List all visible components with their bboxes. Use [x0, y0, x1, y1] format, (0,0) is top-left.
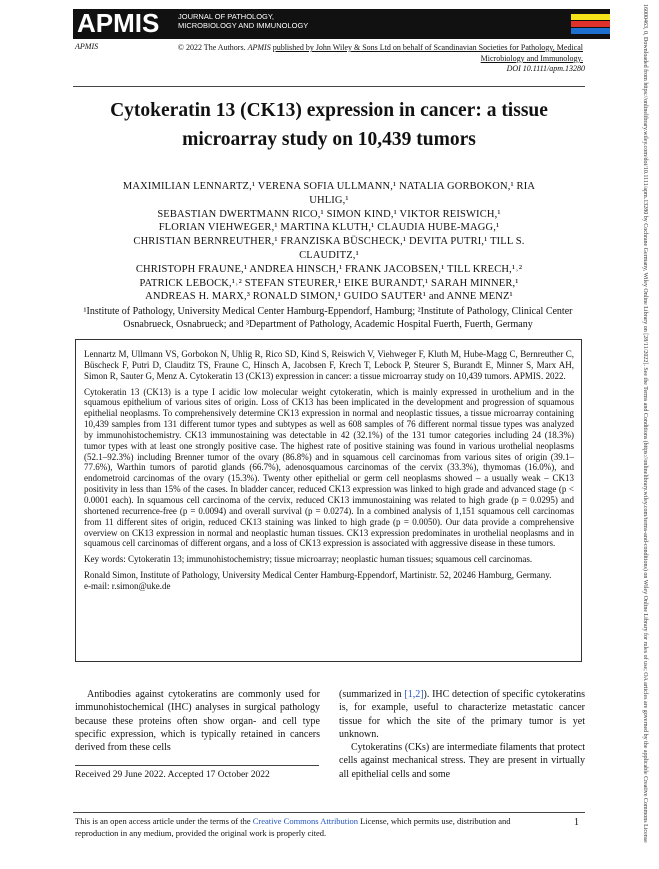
nordic-flag-icon — [567, 9, 610, 39]
body-text: ). IHC detection of specific cytokeratins is, for example, useful to characterize metastatic cancer tissue for which the site of the primary tumor is yet unknown. — [339, 689, 586, 740]
correspondence-email[interactable]: e-mail: r.simon@uke.de — [84, 580, 171, 591]
abstract-body: Cytokeratin 13 (CK13) is a type I acidic low molecular weight cytokeratin, which is mainly expressed in urothelium and in the squamous epithelium of various sites of origin. Loss of CK13 has been implicated in the development and progression of squamous epithelial neoplasms. To comprehensively determine CK13 expression in normal and neoplastic tissues, a tissue microarray containing 10,439 samples from 131 different tumor types and subtypes as well as 608 samples of 76 different normal tissue types was analyzed by immunohistochemistry. CK13 immunostaining was detectable in 42 (32.1%) of the 131 tumor categories including 24 (18.3%) tumor types with at least one strongly positive case. The highest rate of positive staining was found in various urothelial neoplasms (52.1–92.3%) including Brenner tumor of the ovary (86.8%) and in squamous cell carcinomas from various sites of origin (39.1–77.6%), Warthin tumors of parotid glands (66.7%), adenosquamous carcinomas of the cervix (33.3%), thymomas (16.0%), and endometroid carcinomas of the ovary (15.3%). Twenty other epithelial or germ cell neoplasms showed – a usually weak – CK13 positivity in less than 15% of the cases. In bladder cancer, reduced CK13 expression was linked to high grade and advanced stage (p < 0.0001 each). In squamous cell carcinoma of the cervix, reduced CK13 immunostaining was related to high grade (p = 0.0295) and shortened recurrence-free (p = 0.0094) and overall survival (p = 0.0274). In a combined analysis of 1,151 squamous cell carcinomas from 11 different sites of origin, reduced CK13 staining was linked to high grade (p = 0.0050). Our data provide a comprehensive overview on CK13 expression in normal and neoplastic human tissues. CK13 expression predominates in urothelial neoplasms and in squamous cell carcinomas of different organs, and a loss of CK13 expression is associated with aggressive disease in these tumors. — [84, 386, 574, 549]
copyright-notice — [148, 42, 583, 64]
abstract-content — [84, 349, 574, 597]
copyright-journal: APMIS — [247, 43, 271, 52]
author-list — [120, 180, 538, 304]
body-column-left — [75, 688, 320, 754]
copyright-publisher-link[interactable]: published by John Wiley & Sons Ltd on behalf of Scandinavian Societies for Pathology, Medical Microbiology and Immunology. — [272, 43, 583, 63]
author-line: CHRISTOPH FRAUNE,¹ ANDREA HINSCH,¹ FRANK JACOBSEN,¹ TILL KRECH,¹˒² — [135, 263, 523, 275]
oa-text: License, which permits use, distribution and reproduction in any medium, provided the original work is properly cited. — [75, 816, 511, 838]
journal-name — [178, 12, 308, 30]
received-dates: Received 29 June 2022. Accepted 17 October 2022 — [75, 770, 270, 780]
copyright-prefix: © 2022 The Authors. — [177, 43, 246, 52]
keywords: Key words: Cytokeratin 13; immunohistochemistry; tissue microarray; neoplastic human tissues; squamous cell carcinomas. — [84, 554, 533, 565]
cc-license-link[interactable]: Creative Commons Attribution — [252, 816, 359, 826]
open-access-note — [75, 816, 545, 839]
body-text: (summarized in — [339, 689, 405, 700]
page-number: 1 — [574, 817, 579, 828]
journal-logo: APMIS — [77, 8, 160, 38]
article-title — [73, 96, 585, 154]
divider — [75, 765, 319, 766]
divider — [73, 812, 585, 813]
body-paragraph — [339, 688, 585, 741]
journal-name-line2: MICROBIOLOGY AND IMMUNOLOGY — [178, 21, 309, 30]
journal-tag: APMIS — [75, 42, 99, 51]
abstract-citation: Lennartz M, Ullmann VS, Gorbokon N, Uhlig R, Rico SD, Kind S, Reiswich V, Viehweger F, Kluth M, Hube-Magg C, Bernreuther C, Büscheck F, Putri D, Clauditz TS, Fraune C, Hinsch A, Jacobsen F, Krech T, Lebock P, Steurer S, Burandt E, Minner S, Marx AH, Simon R, Sauter G, Menz A. Cytokeratin 13 (CK13) expression in cancer: a tissue microarray study on 10,439 tumors. APMIS. 2022. — [84, 349, 574, 381]
body-paragraph: Cytokeratins (CKs) are intermediate filaments that protect cells against mechanical stress. They are present in virtually all epithelial cells and some — [339, 742, 585, 780]
affiliations: ¹Institute of Pathology, University Medical Center Hamburg-Eppendorf, Hamburg; ²Institute of Pathology, Clinical Center Osnabrueck, Osnabrueck; and ³Department of Pathology, Academic Hospital Fuerth, Fuerth, Germany — [83, 306, 573, 330]
correspondence: Ronald Simon, Institute of Pathology, University Medical Center Hamburg-Eppendorf, Martinistr. 52, 20246 Hamburg, Germany. — [84, 570, 552, 581]
title-line: microarray study on 10,439 tumors — [182, 129, 476, 150]
author-line: MAXIMILIAN LENNARTZ,¹ VERENA SOFIA ULLMANN,¹ NATALIA GORBOKON,¹ RIA UHLIG,¹ — [122, 181, 536, 206]
author-line: SEBASTIAN DWERTMANN RICO,¹ SIMON KIND,¹ VIKTOR REISWICH,¹ — [157, 208, 501, 220]
author-line: ANDREAS H. MARX,³ RONALD SIMON,¹ GUIDO SAUTER¹ and ANNE MENZ¹ — [145, 291, 513, 303]
author-line: CHRISTIAN BERNREUTHER,¹ FRANZISKA BÜSCHECK,¹ DEVITA PUTRI,¹ TILL S. CLAUDITZ,¹ — [133, 236, 525, 261]
download-watermark-text: 16000463, 0, Downloaded from https://onlinelibrary.wiley.com/doi/10.1111/apm.13280 by Cochrane Germany, Wiley Online Library on [28/11/2022]. See the Terms and Conditions (https://onlinelibrary.wiley.com/terms-and-conditions) on Wiley Online Library for rules of use; OA articles are governed by the applicable Creative Commons License — [642, 4, 648, 843]
author-line: PATRICK LEBOCK,¹˒² STEFAN STEURER,¹ EIKE BURANDT,¹ SARAH MINNER,¹ — [139, 277, 519, 289]
title-line: Cytokeratin 13 (CK13) expression in cancer: a tissue — [110, 100, 548, 121]
oa-text: This is an open access article under the terms of the — [75, 816, 253, 826]
doi-link[interactable]: DOI 10.1111/apm.13280 — [506, 64, 585, 73]
citation-link[interactable]: [1,2] — [404, 689, 424, 700]
divider — [73, 86, 585, 87]
journal-name-line1: JOURNAL OF PATHOLOGY, — [178, 12, 274, 21]
body-column-right — [339, 688, 585, 781]
body-paragraph: Antibodies against cytokeratins are commonly used for immunohistochemical (IHC) analyses in surgical pathology because these proteins often show organ- and cell type specific expression, which is typically retained in cancers derived from these cells — [75, 689, 320, 754]
author-line: FLORIAN VIEHWEGER,¹ MARTINA KLUTH,¹ CLAUDIA HUBE-MAGG,¹ — [158, 222, 500, 234]
